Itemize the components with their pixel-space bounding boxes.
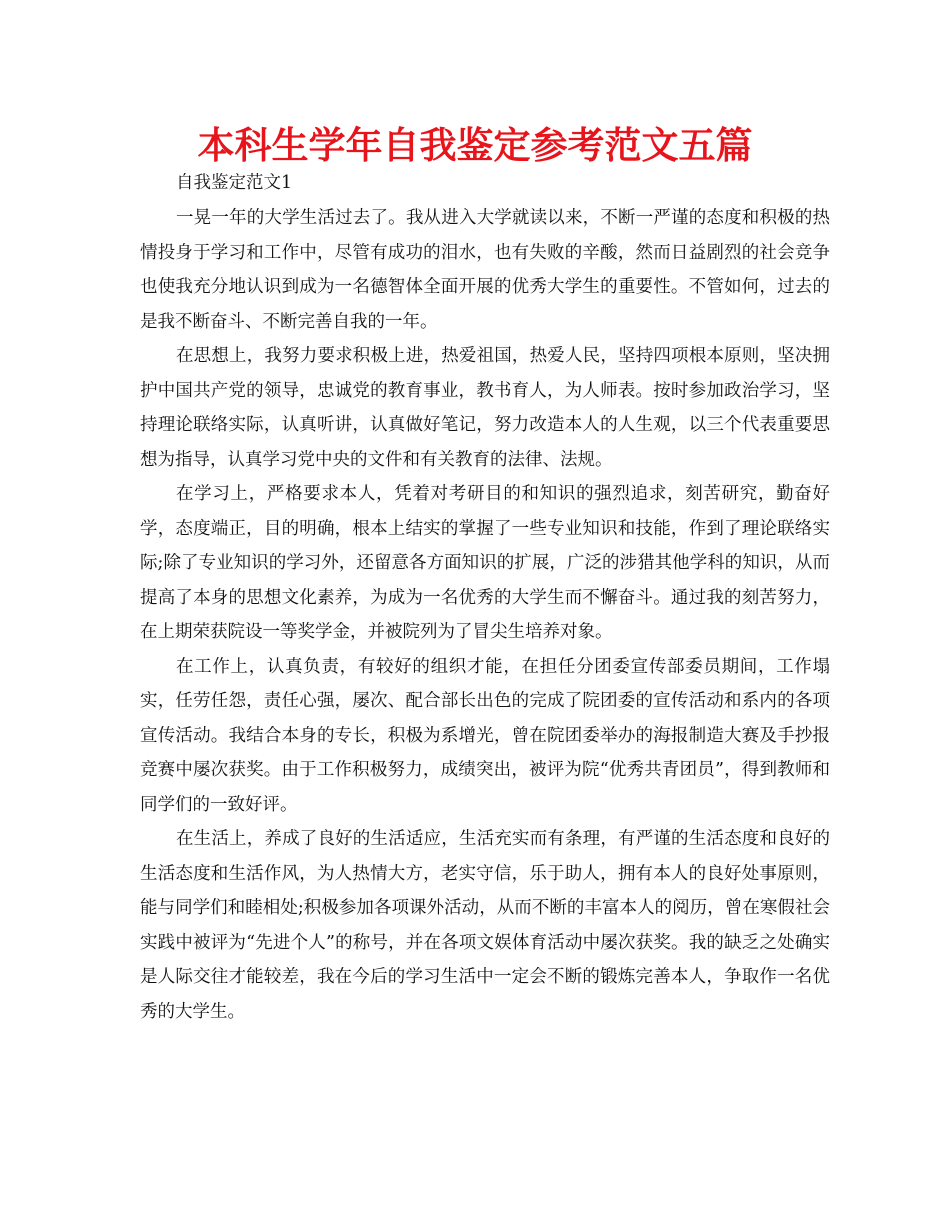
section-heading: 自我鉴定范文1 [176, 173, 293, 193]
paragraph-work: 在工作上，认真负责，有较好的组织才能，在担任分团委宣传部委员期间，工作塌实，任劳任怨，责任心强，屡次、配合部长出色的完成了院团委的宣传活动和系内的各项宣传活动。我结合本身的专长，积极为系增光，曾在院团委举办的海报制造大赛及手抄报竞赛中屡次获奖。由于工作积极努力，成绩突出，被评为院“优秀共青团员”，得到教师和同学们的一致好评。 [140, 656, 830, 815]
paragraph-ideology: 在思想上，我努力要求积极上进，热爱祖国，热爱人民，坚持四项根本原则，坚决拥护中国共产党的领导，忠诚党的教育事业，教书育人，为人师表。按时参加政治学习，坚持理论联络实际，认真听讲，认真做好笔记，努力改造本人的人生观，以三个代表重要思想为指导，认真学习党中央的文件和有关教育的法律、法规。 [140, 346, 830, 470]
document-title: 本科生学年自我鉴定参考范文五篇 [197, 124, 753, 167]
paragraph-intro: 一晃一年的大学生活过去了。我从进入大学就读以来，不断一严谨的态度和积极的热情投身于学习和工作中，尽管有成功的泪水，也有失败的辛酸，然而日益剧烈的社会竞争也使我充分地认识到成为一名德智体全面开展的优秀大学生的重要性。不管如何，过去的是我不断奋斗、不断完善自我的一年。 [140, 208, 830, 332]
document-body [140, 165, 830, 1029]
paragraph-life: 在生活上，养成了良好的生活适应，生活充实而有条理，有严谨的生活态度和良好的生活态度和生活作风，为人热情大方，老实守信，乐于助人，拥有本人的良好处事原则，能与同学们和睦相处;积极参加各项课外活动，从而不断的丰富本人的阅历，曾在寒假社会实践中被评为“先进个人”的称号，并在各项文娱体育活动中屡次获奖。我的缺乏之处确实是人际交往才能较差，我在今后的学习生活中一定会不断的锻炼完善本人，争取作一名优秀的大学生。 [140, 829, 830, 1022]
paragraph-study: 在学习上，严格要求本人，凭着对考研目的和知识的强烈追求，刻苦研究，勤奋好学，态度端正，目的明确，根本上结实的掌握了一些专业知识和技能，作到了理论联络实际;除了专业知识的学习外，还留意各方面知识的扩展，广泛的涉猎其他学科的知识，从而提高了本身的思想文化素养，为成为一名优秀的大学生而不懈奋斗。通过我的刻苦努力，在上期荣获院设一等奖学金，并被院列为了冒尖生培养对象。 [140, 484, 830, 642]
